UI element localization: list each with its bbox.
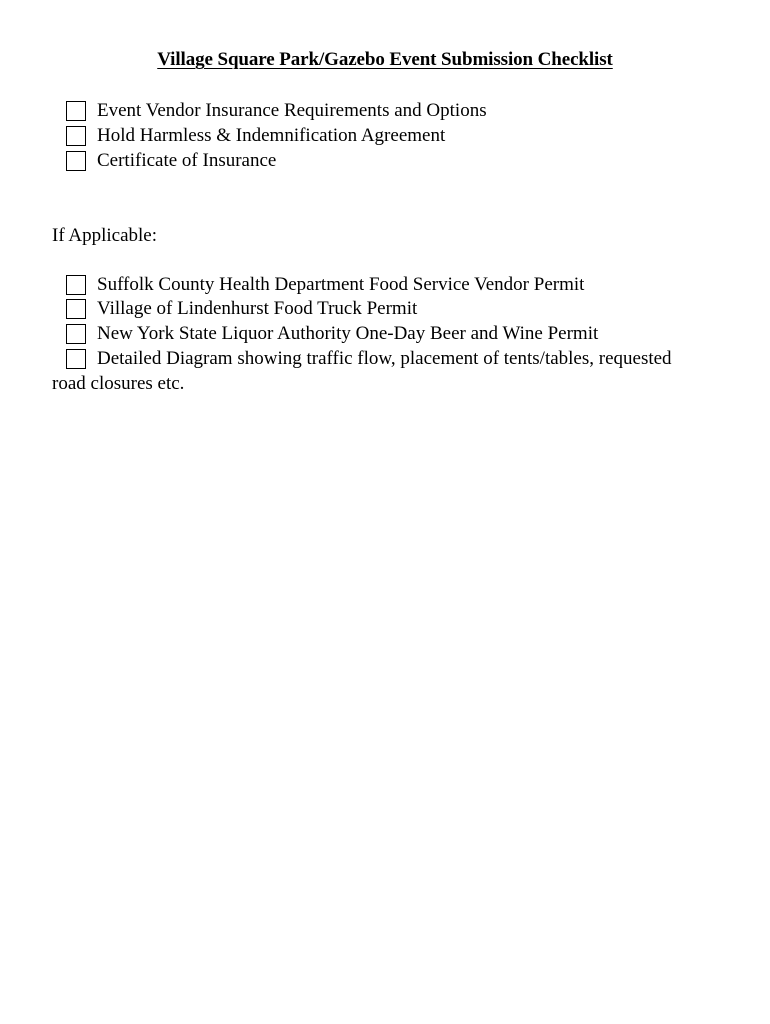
applicable-item-health-permit (66, 273, 584, 297)
checkbox[interactable] (66, 349, 86, 369)
checkbox[interactable] (66, 151, 86, 171)
item-label-continuation: road closures etc. (52, 373, 185, 394)
applicable-item-food-truck-permit (66, 297, 417, 321)
required-item-insurance-requirements (66, 99, 487, 123)
item-label: New York State Liquor Authority One-Day Beer and Wine Permit (97, 323, 599, 344)
item-label: Detailed Diagram showing traffic flow, placement of tents/tables, requested (97, 348, 672, 369)
applicable-item-liquor-permit (66, 322, 598, 346)
page-title: Village Square Park/Gazebo Event Submission Checklist (157, 49, 613, 70)
item-label: Certificate of Insurance (97, 150, 277, 171)
required-item-certificate (66, 149, 276, 173)
item-label: Suffolk County Health Department Food Service Vendor Permit (97, 274, 585, 295)
checkbox[interactable] (66, 324, 86, 344)
checkbox[interactable] (66, 299, 86, 319)
item-label: Hold Harmless & Indemnification Agreement (97, 125, 446, 146)
section-label-if-applicable: If Applicable: (52, 225, 157, 246)
required-item-hold-harmless (66, 124, 445, 148)
checkbox[interactable] (66, 275, 86, 295)
item-label: Event Vendor Insurance Requirements and Options (97, 100, 487, 121)
checkbox[interactable] (66, 101, 86, 121)
checkbox[interactable] (66, 126, 86, 146)
item-label: Village of Lindenhurst Food Truck Permit (97, 298, 418, 319)
applicable-item-detailed-diagram (66, 347, 672, 371)
